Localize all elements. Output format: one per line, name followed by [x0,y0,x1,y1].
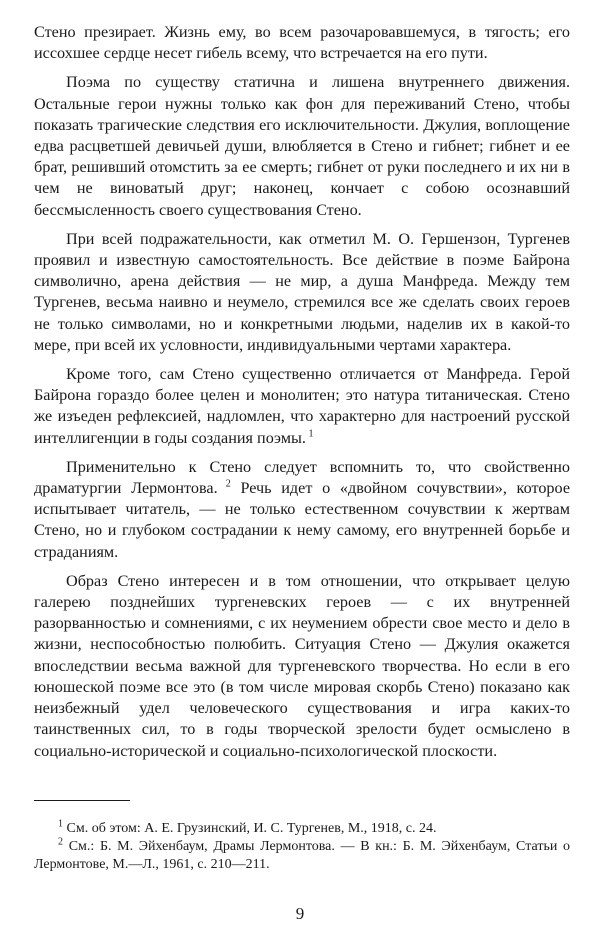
footnotes [34,820,570,874]
footnote-mark: 2 [58,836,63,848]
page-number: 9 [295,904,305,923]
page-body [34,22,570,770]
paragraph-text: Речь идет о «двойном сочувствии», которое испытывает читатель, — не только естественном сочувствии к жертвам Стено, но и глубоком сострадании к нему самому, его внутренней борьбе и страданиям. [34,479,571,561]
paragraph-text: Применительно к Стено следует вспомнить то, что свойственно драматургии Лермонтова. [34,457,570,498]
footnote-text: См. об этом: А. Е. Грузинский, И. С. Тургенев, М., 1918, с. 24. [66,821,437,836]
paragraph: Образ Стено интересен и в том отношении, что открывает целую галерею позднейших тургеневских героев — с их внутренней разорванностью и сомнениями, с их неумением обрести свое место и дело в жизни, неспособностью полюбить. Ситуация Стено — Джулия окажется впоследствии весьма важной для тургеневского творчества. Но если в его юношеской поэме все это (в том числе мировая скорбь Стено) показано как неизбежный удел человеческого существования и игра каких-то таинственных сил, то в годы творческой зрелости будет осмыслено в социально-исторической и социально-психологической плоскости. [34,571,570,760]
paragraph-text: Кроме того, сам Стено существенно отличается от Манфреда. Герой Байрона гораздо более целен и монолитен; это натура титаническая. Стено же изъеден рефлексией, надломлен, что характерно для настроений русской интеллигенции в годы создания поэмы. [34,365,570,447]
paragraph: Стено презирает. Жизнь ему, во всем разочаровавшемуся, в тягость; его иссохшее сердце несет гибель всему, что встречается на его пути. [34,23,570,63]
footnote-ref: 1 [308,428,314,440]
footnote-divider [34,800,130,801]
paragraph: При всей подражательности, как отметил М. О. Гершензон, Тургенев проявил и известную самостоятельность. Все действие в поэме Байрона символично, арена действия — не мир, а душа Манфреда. Между тем Тургенев, весьма наивно и неумело, стремился все же сделать своих героев не только символами, но и конкретными людьми, наделив их в какой-то мере, при всей их условности, индивидуальными чертами характера. [34,229,570,354]
footnote [34,838,570,874]
footnote-text: См.: Б. М. Эйхенбаум, Драмы Лермонтова. — В кн.: Б. М. Эйхенбаум, Статьи о Лермонтове, М.—Л., 1961, с. 210—211. [34,839,571,872]
paragraph [34,364,570,449]
footnote-ref: 2 [225,478,231,490]
paragraph: Поэма по существу статична и лишена внутреннего движения. Остальные герои нужны только как фон для переживаний Стено, чтобы показать трагические следствия его исключительности. Джулия, воплощение едва расцветшей девичьей души, влюбляется в Стено и гибнет; гибнет и ее брат, решивший отомстить за ее смерть; гибнет от руки последнего и их ни в чем не виноватый друг; наконец, кончает с собою осознавший бессмысленность своего существования Стено. [34,73,570,219]
footnote-mark: 1 [58,818,63,830]
footnote [34,820,570,838]
paragraph [34,457,570,563]
